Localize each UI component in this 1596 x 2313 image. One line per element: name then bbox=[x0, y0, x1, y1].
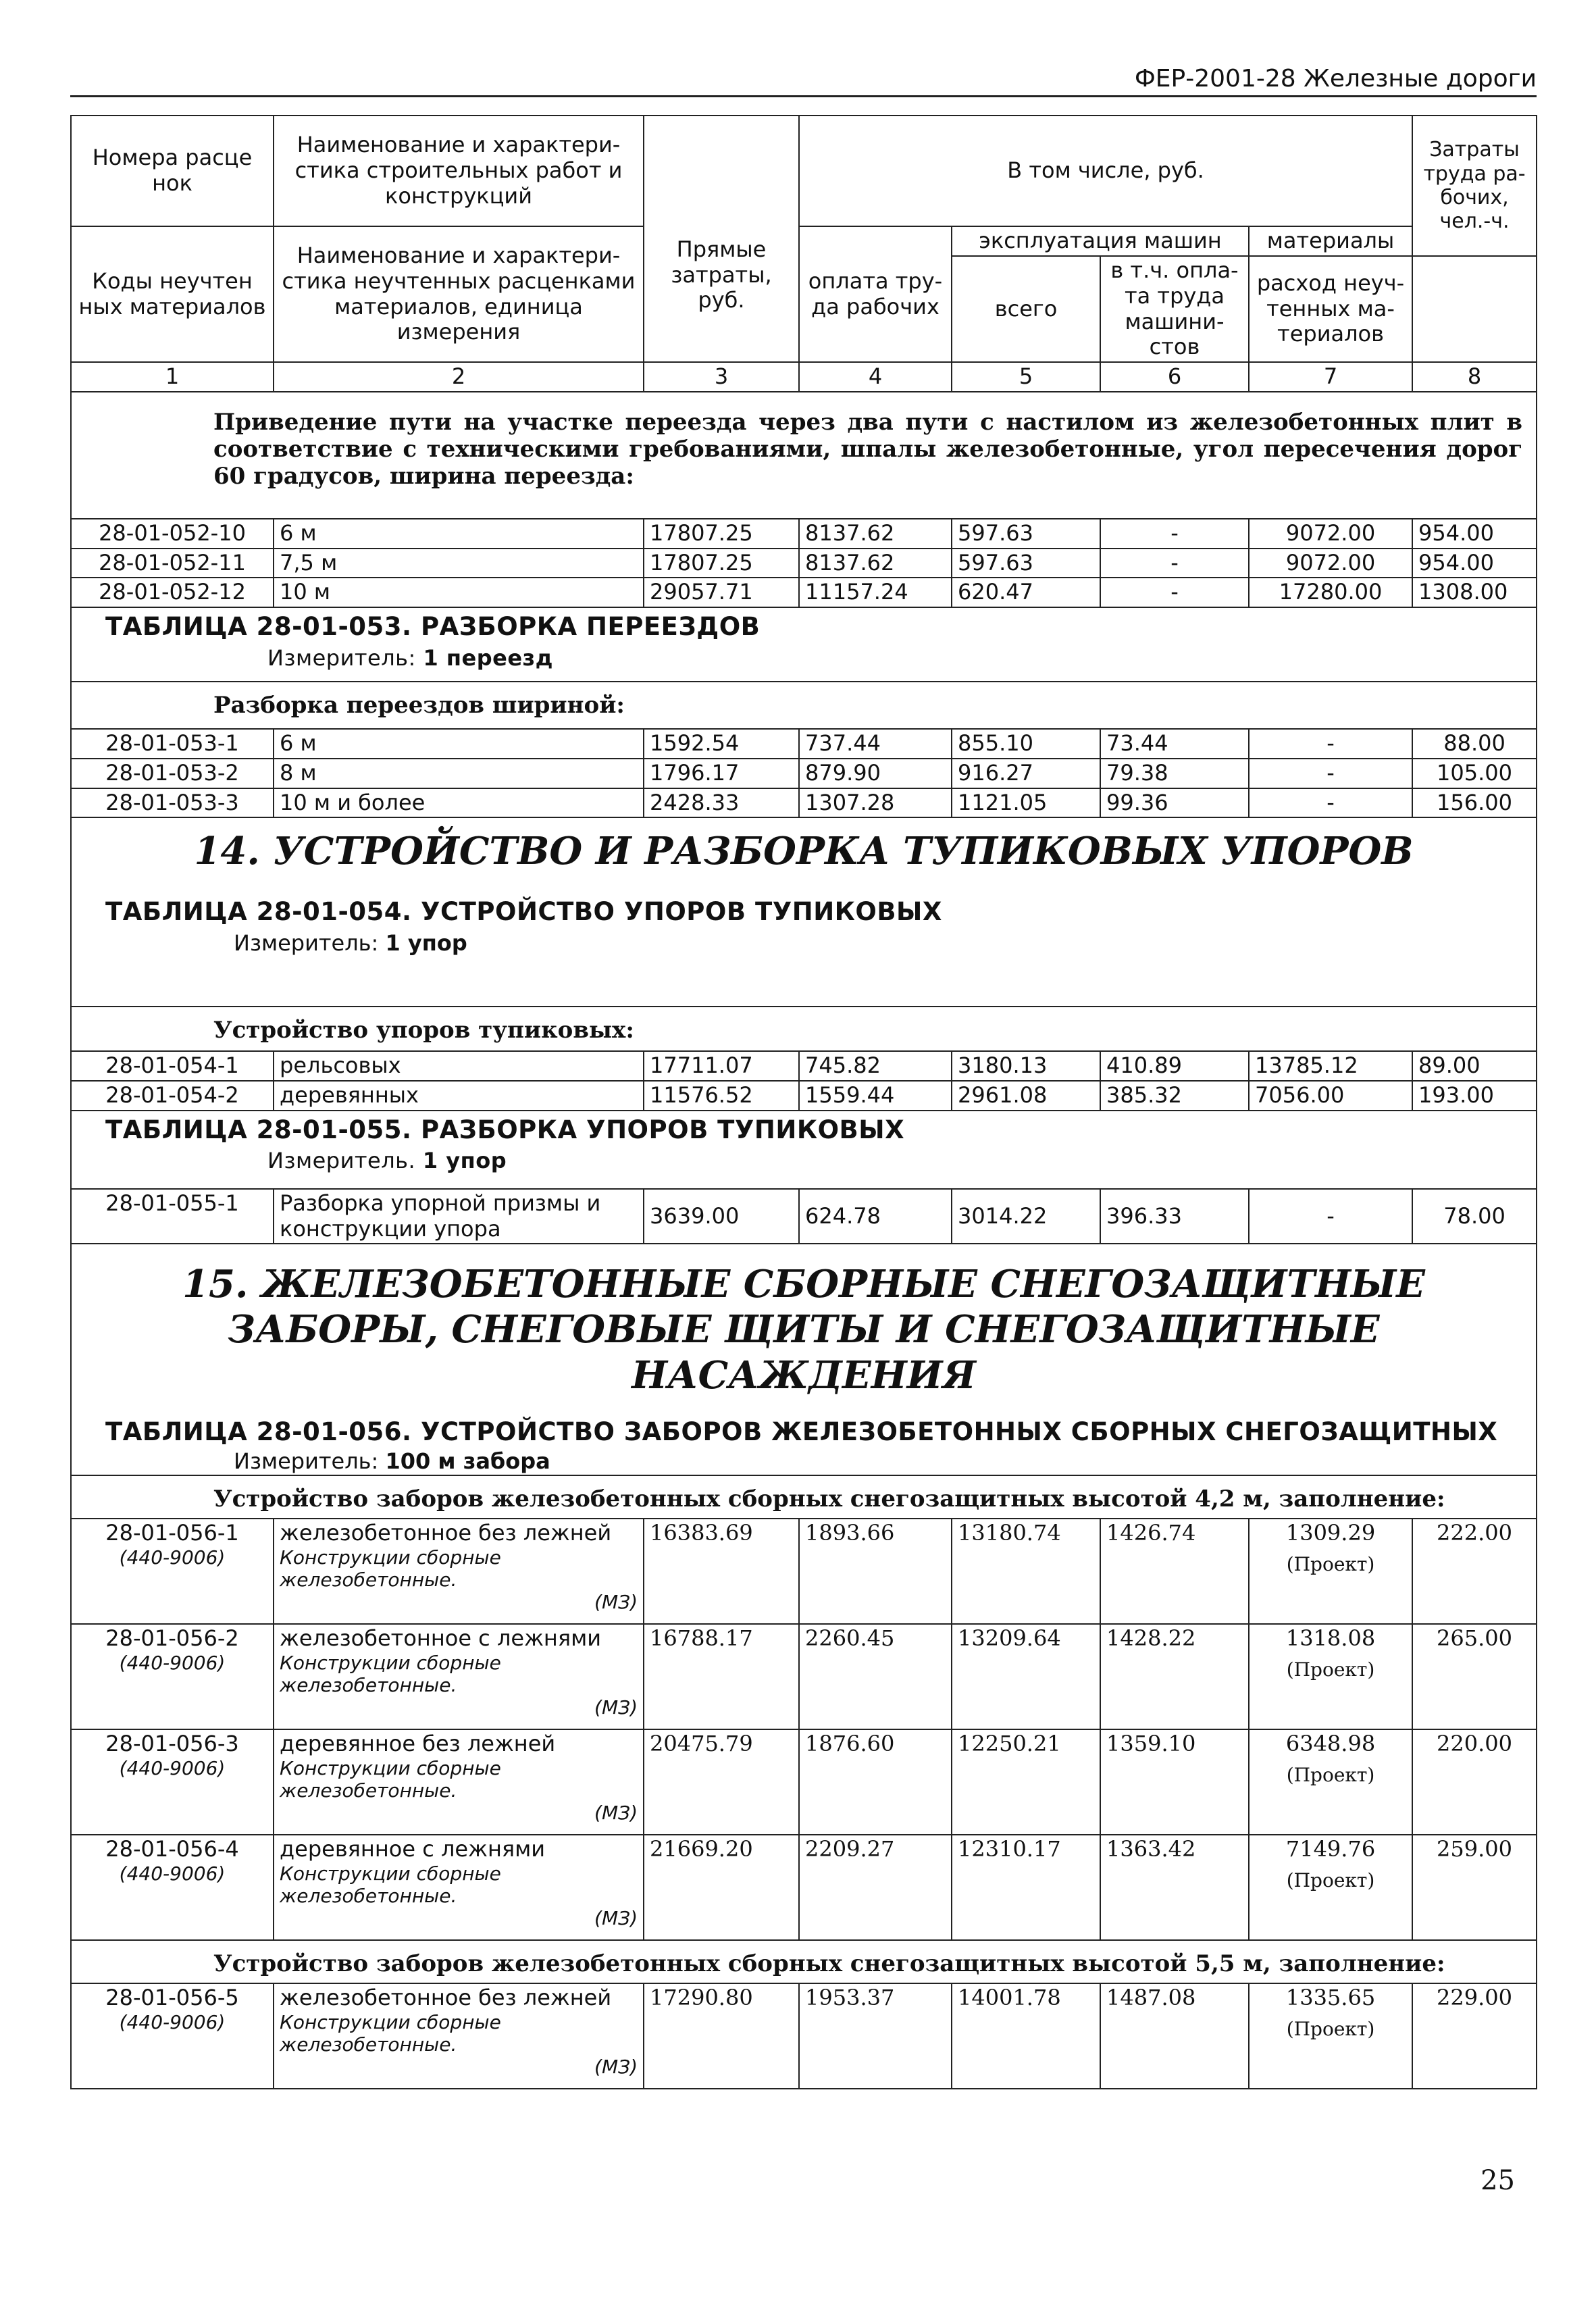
machine-total: 12310.17 bbox=[952, 1835, 1100, 1940]
project-mark: (Проект) bbox=[1286, 2017, 1375, 2040]
rate-code-cell bbox=[71, 1519, 274, 1624]
rate-code: 28-01-056-2 bbox=[105, 1625, 239, 1652]
intro-052: Приведение пути на участке переезда через два пути с настилом из железобетонных плит в соответствие с техническими гребованиями, шпалы железобетонные, угол пересечения дорог 60 градусов, ширина переезда: bbox=[71, 392, 1537, 519]
machine-wages: 73.44 bbox=[1100, 729, 1249, 759]
material-code: (440-9006) bbox=[119, 1651, 226, 1674]
materials: 6348.98 bbox=[1285, 1731, 1376, 1757]
measure-label: Измеритель: bbox=[234, 930, 379, 957]
col-header-direct: Прямые затраты, руб. bbox=[644, 116, 799, 362]
measure-056 bbox=[72, 1449, 1536, 1475]
machine-total: 916.27 bbox=[952, 759, 1100, 788]
labor: 88.00 bbox=[1412, 729, 1537, 759]
wages: 11157.24 bbox=[799, 578, 952, 607]
labor: 193.00 bbox=[1412, 1081, 1537, 1111]
machine-wages: 99.36 bbox=[1100, 788, 1249, 818]
col-num: 7 bbox=[1249, 362, 1412, 392]
rate-code-cell bbox=[71, 1624, 274, 1729]
col-header-empty bbox=[1412, 256, 1537, 362]
machine-wages: 1487.08 bbox=[1100, 1983, 1249, 2089]
section-15-block bbox=[71, 1244, 1537, 1475]
unit-mark: (МЗ) bbox=[594, 1591, 638, 1614]
section-14-heading: 14. УСТРОЙСТВО И РАЗБОРКА ТУПИКОВЫХ УПОРОВ bbox=[194, 829, 1414, 874]
machine-total: 1121.05 bbox=[952, 788, 1100, 818]
measure-053 bbox=[105, 646, 1509, 671]
rate-name: деревянное без лежней bbox=[280, 1731, 556, 1757]
direct-cost: 21669.20 bbox=[644, 1835, 799, 1940]
machine-total: 620.47 bbox=[952, 578, 1100, 607]
rate-code-cell bbox=[71, 1835, 274, 1940]
materials: 13785.12 bbox=[1249, 1051, 1412, 1081]
material-name: Конструкции сборные железобетонные. bbox=[280, 1862, 501, 1907]
measure-value: 1 переезд bbox=[423, 644, 553, 671]
machine-total: 14001.78 bbox=[952, 1983, 1100, 2089]
direct-cost: 11576.52 bbox=[644, 1081, 799, 1111]
direct-cost: 17807.25 bbox=[644, 549, 799, 578]
measure-value: 1 упор bbox=[385, 930, 467, 957]
measure-label: Измеритель: bbox=[234, 1448, 379, 1475]
col-num: 8 bbox=[1412, 362, 1537, 392]
col-header-name-materials: Наименование и характери- стика неучтенных расценками материалов, единица измерения bbox=[274, 226, 644, 362]
col-header-machines: эксплуатация машин bbox=[952, 226, 1249, 256]
table-row bbox=[71, 519, 1537, 549]
measure-value: 100 м забора bbox=[385, 1448, 550, 1475]
rate-name-cell bbox=[274, 1729, 644, 1835]
machine-wages: 79.38 bbox=[1100, 759, 1249, 788]
table-title-053 bbox=[71, 607, 1537, 682]
wages: 1953.37 bbox=[799, 1983, 952, 2089]
rate-code: 28-01-056-5 bbox=[105, 1985, 239, 2011]
rate-code: 28-01-052-10 bbox=[71, 519, 274, 549]
column-numbers-row bbox=[71, 362, 1537, 392]
direct-cost: 1796.17 bbox=[644, 759, 799, 788]
table-title-054: ТАБЛИЦА 28-01-054. УСТРОЙСТВО УПОРОВ ТУПИКОВЫХ bbox=[105, 897, 942, 927]
unit-mark: (МЗ) bbox=[594, 1696, 638, 1719]
materials-cell bbox=[1249, 1983, 1412, 2089]
rate-name: деревянных bbox=[274, 1081, 644, 1111]
section-15-heading: 15. ЖЕЛЕЗОБЕТОННЫЕ СБОРНЫЕ СНЕГОЗАЩИТНЫЕ ЗАБОРЫ, СНЕГОВЫЕ ЩИТЫ И СНЕГОЗАЩИТНЫЕ НАСАЖДЕНИЯ bbox=[182, 1262, 1425, 1398]
machine-wages: - bbox=[1100, 519, 1249, 549]
machine-total: 3180.13 bbox=[952, 1051, 1100, 1081]
rate-name: 6 м bbox=[274, 519, 644, 549]
col-header-incl-wages: в т.ч. опла- та труда машини- стов bbox=[1100, 256, 1249, 362]
direct-cost: 1592.54 bbox=[644, 729, 799, 759]
labor: 222.00 bbox=[1412, 1519, 1537, 1624]
rate-name-cell bbox=[274, 1983, 644, 2089]
group-056-2: Устройство заборов железобетонных сборных снегозащитных высотой 5,5 м, заполнение: bbox=[71, 1940, 1537, 1983]
material-name: Конструкции сборные железобетонные. bbox=[280, 1546, 501, 1591]
rate-code: 28-01-052-11 bbox=[71, 549, 274, 578]
labor: 78.00 bbox=[1412, 1189, 1537, 1244]
rate-code-cell bbox=[71, 1983, 274, 2089]
machine-total: 855.10 bbox=[952, 729, 1100, 759]
rate-name: железобетонное с лежнями bbox=[280, 1625, 602, 1652]
labor: 229.00 bbox=[1412, 1983, 1537, 2089]
table-row bbox=[71, 1624, 1537, 1729]
wages: 879.90 bbox=[799, 759, 952, 788]
wages: 1559.44 bbox=[799, 1081, 952, 1111]
wages: 2209.27 bbox=[799, 1835, 952, 1940]
project-mark: (Проект) bbox=[1286, 1869, 1375, 1891]
labor: 89.00 bbox=[1412, 1051, 1537, 1081]
table-row bbox=[71, 788, 1537, 818]
table-row bbox=[71, 1519, 1537, 1624]
material-name: Конструкции сборные железобетонные. bbox=[280, 2010, 501, 2056]
machine-total: 13180.74 bbox=[952, 1519, 1100, 1624]
wages: 8137.62 bbox=[799, 519, 952, 549]
materials: 9072.00 bbox=[1249, 549, 1412, 578]
machine-wages: 410.89 bbox=[1100, 1051, 1249, 1081]
rate-code: 28-01-053-3 bbox=[71, 788, 274, 818]
machine-wages: 385.32 bbox=[1100, 1081, 1249, 1111]
rate-code: 28-01-053-2 bbox=[71, 759, 274, 788]
rate-code: 28-01-054-2 bbox=[71, 1081, 274, 1111]
rate-code: 28-01-056-1 bbox=[105, 1520, 239, 1546]
project-mark: (Проект) bbox=[1286, 1658, 1375, 1681]
machine-total: 597.63 bbox=[952, 519, 1100, 549]
direct-cost: 16788.17 bbox=[644, 1624, 799, 1729]
machine-wages: 1363.42 bbox=[1100, 1835, 1249, 1940]
col-num: 6 bbox=[1100, 362, 1249, 392]
machine-total: 597.63 bbox=[952, 549, 1100, 578]
col-num: 1 bbox=[71, 362, 274, 392]
rate-name-cell bbox=[274, 1835, 644, 1940]
col-num: 3 bbox=[644, 362, 799, 392]
direct-cost: 17807.25 bbox=[644, 519, 799, 549]
rate-code: 28-01-052-12 bbox=[71, 578, 274, 607]
project-mark: (Проект) bbox=[1286, 1552, 1375, 1575]
materials-cell bbox=[1249, 1519, 1412, 1624]
measure-055 bbox=[105, 1148, 1509, 1174]
rate-code: 28-01-055-1 bbox=[71, 1189, 274, 1244]
group-053: Разборка переездов шириной: bbox=[71, 682, 1537, 729]
machine-wages: 1426.74 bbox=[1100, 1519, 1249, 1624]
material-name: Конструкции сборные железобетонные. bbox=[280, 1651, 501, 1696]
group-056-1: Устройство заборов железобетонных сборных снегозащитных высотой 4,2 м, заполнение: bbox=[71, 1475, 1537, 1519]
labor: 259.00 bbox=[1412, 1835, 1537, 1940]
col-header-including: В том числе, руб. bbox=[799, 116, 1412, 226]
page-number: 25 bbox=[1481, 2165, 1515, 2196]
materials: 7056.00 bbox=[1249, 1081, 1412, 1111]
labor: 954.00 bbox=[1412, 519, 1537, 549]
rate-name: 7,5 м bbox=[274, 549, 644, 578]
table-title-053-text: ТАБЛИЦА 28-01-053. РАЗБОРКА ПЕРЕЕЗДОВ bbox=[105, 612, 761, 641]
wages: 1876.60 bbox=[799, 1729, 952, 1835]
materials: - bbox=[1249, 788, 1412, 818]
measure-value: 1 упор bbox=[422, 1148, 507, 1174]
rate-name-cell bbox=[274, 1624, 644, 1729]
machine-total: 12250.21 bbox=[952, 1729, 1100, 1835]
table-row bbox=[71, 729, 1537, 759]
wages: 2260.45 bbox=[799, 1624, 952, 1729]
materials: 1309.29 bbox=[1285, 1520, 1376, 1546]
unit-mark: (МЗ) bbox=[594, 2056, 638, 2079]
labor: 1308.00 bbox=[1412, 578, 1537, 607]
materials-cell bbox=[1249, 1835, 1412, 1940]
table-row bbox=[71, 1835, 1537, 1940]
section-14-block bbox=[71, 817, 1537, 1007]
material-name: Конструкции сборные железобетонные. bbox=[280, 1756, 501, 1802]
wages: 745.82 bbox=[799, 1051, 952, 1081]
table-row bbox=[71, 759, 1537, 788]
materials: 9072.00 bbox=[1249, 519, 1412, 549]
machine-wages: - bbox=[1100, 549, 1249, 578]
labor: 265.00 bbox=[1412, 1624, 1537, 1729]
rate-name: железобетонное без лежней bbox=[280, 1520, 612, 1546]
col-header-codes-materials: Коды неучтен ных материалов bbox=[71, 226, 274, 362]
measure-label: Измеритель: bbox=[267, 644, 416, 671]
wages: 8137.62 bbox=[799, 549, 952, 578]
wages: 1307.28 bbox=[799, 788, 952, 818]
machine-wages: 1428.22 bbox=[1100, 1624, 1249, 1729]
direct-cost: 17290.80 bbox=[644, 1983, 799, 2089]
labor: 105.00 bbox=[1412, 759, 1537, 788]
table-row bbox=[71, 1189, 1537, 1244]
col-header-total: всего bbox=[952, 256, 1100, 362]
table-row bbox=[71, 1051, 1537, 1081]
rate-name-cell bbox=[274, 1519, 644, 1624]
table-row bbox=[71, 1983, 1537, 2089]
project-mark: (Проект) bbox=[1286, 1763, 1375, 1786]
materials-cell bbox=[1249, 1729, 1412, 1835]
machine-wages: - bbox=[1100, 578, 1249, 607]
material-code: (440-9006) bbox=[119, 1756, 226, 1779]
rate-name: Разборка упорной призмы и конструкции упора bbox=[274, 1189, 644, 1244]
rate-name: 8 м bbox=[274, 759, 644, 788]
rate-code: 28-01-053-1 bbox=[71, 729, 274, 759]
col-header-codes: Номера расце нок bbox=[71, 116, 274, 226]
rate-code: 28-01-056-4 bbox=[105, 1836, 239, 1862]
table-title-056: ТАБЛИЦА 28-01-056. УСТРОЙСТВО ЗАБОРОВ ЖЕЛЕЗОБЕТОННЫХ СБОРНЫХ СНЕГОЗАЩИТНЫХ bbox=[105, 1417, 1498, 1446]
materials: - bbox=[1249, 759, 1412, 788]
table-title-055 bbox=[71, 1111, 1537, 1189]
materials: - bbox=[1249, 729, 1412, 759]
col-num: 4 bbox=[799, 362, 952, 392]
material-code: (440-9006) bbox=[119, 2010, 226, 2033]
wages: 737.44 bbox=[799, 729, 952, 759]
group-054: Устройство упоров тупиковых: bbox=[71, 1007, 1537, 1051]
materials: 1318.08 bbox=[1285, 1625, 1376, 1652]
materials: 17280.00 bbox=[1249, 578, 1412, 607]
rate-name: деревянное с лежнями bbox=[280, 1836, 546, 1862]
materials: 7149.76 bbox=[1285, 1836, 1376, 1862]
rate-code: 28-01-056-3 bbox=[105, 1731, 239, 1757]
machine-wages: 1359.10 bbox=[1100, 1729, 1249, 1835]
running-header: ФЕР-2001-28 Железные дороги bbox=[70, 65, 1537, 97]
col-header-unaccounted: расход неуч- тенных ма- териалов bbox=[1249, 256, 1412, 362]
materials: 1335.65 bbox=[1285, 1985, 1376, 2011]
rate-name: 6 м bbox=[274, 729, 644, 759]
machine-wages: 396.33 bbox=[1100, 1189, 1249, 1244]
rate-code: 28-01-054-1 bbox=[71, 1051, 274, 1081]
rate-name: 10 м bbox=[274, 578, 644, 607]
rate-name: рельсовых bbox=[274, 1051, 644, 1081]
material-code: (440-9006) bbox=[119, 1546, 226, 1569]
rates-table bbox=[70, 115, 1537, 2089]
direct-cost: 20475.79 bbox=[644, 1729, 799, 1835]
materials: - bbox=[1249, 1189, 1412, 1244]
direct-cost: 16383.69 bbox=[644, 1519, 799, 1624]
table-title-055-text: ТАБЛИЦА 28-01-055. РАЗБОРКА УПОРОВ ТУПИКОВЫХ bbox=[105, 1115, 905, 1144]
unit-mark: (МЗ) bbox=[594, 1802, 638, 1825]
col-header-wages: оплата тру- да рабочих bbox=[799, 226, 952, 362]
material-code: (440-9006) bbox=[119, 1862, 226, 1885]
wages: 1893.66 bbox=[799, 1519, 952, 1624]
col-num: 5 bbox=[952, 362, 1100, 392]
table-row bbox=[71, 578, 1537, 607]
unit-mark: (МЗ) bbox=[594, 1907, 638, 1930]
machine-total: 2961.08 bbox=[952, 1081, 1100, 1111]
direct-cost: 17711.07 bbox=[644, 1051, 799, 1081]
direct-cost: 2428.33 bbox=[644, 788, 799, 818]
col-header-materials: материалы bbox=[1249, 226, 1412, 256]
col-num: 2 bbox=[274, 362, 644, 392]
machine-total: 13209.64 bbox=[952, 1624, 1100, 1729]
col-header-name: Наименование и характери- стика строительных работ и конструкций bbox=[274, 116, 644, 226]
measure-054 bbox=[72, 931, 1536, 957]
materials-cell bbox=[1249, 1624, 1412, 1729]
rate-code-cell bbox=[71, 1729, 274, 1835]
rate-name: 10 м и более bbox=[274, 788, 644, 818]
rate-name: железобетонное без лежней bbox=[280, 1985, 612, 2011]
direct-cost: 29057.71 bbox=[644, 578, 799, 607]
wages: 624.78 bbox=[799, 1189, 952, 1244]
measure-label: Измеритель. bbox=[267, 1148, 416, 1174]
table-row bbox=[71, 549, 1537, 578]
table-row bbox=[71, 1729, 1537, 1835]
col-header-labor: Затраты труда ра- бочих, чел.-ч. bbox=[1412, 116, 1537, 256]
labor: 156.00 bbox=[1412, 788, 1537, 818]
labor: 954.00 bbox=[1412, 549, 1537, 578]
machine-total: 3014.22 bbox=[952, 1189, 1100, 1244]
direct-cost: 3639.00 bbox=[644, 1189, 799, 1244]
labor: 220.00 bbox=[1412, 1729, 1537, 1835]
table-row bbox=[71, 1081, 1537, 1111]
